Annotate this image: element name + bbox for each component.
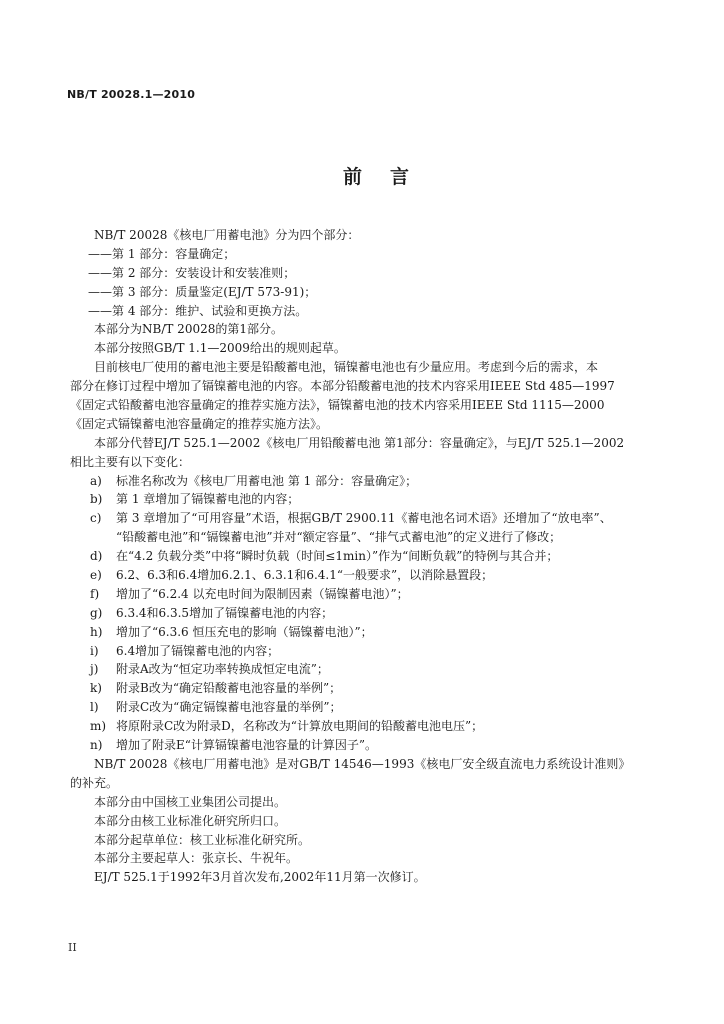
change-text: 附录A改为“恒定功率转换成恒定电流”； xyxy=(116,662,329,677)
change-item xyxy=(70,472,660,491)
standard-code: NB/T 20028.1—2010 xyxy=(67,88,196,101)
change-label: b) xyxy=(90,492,103,507)
change-item xyxy=(70,585,660,604)
change-text: 附录B改为“确定铅酸蓄电池容量的举例”； xyxy=(116,681,342,696)
change-text: 增加了附录E“计算镉镍蓄电池容量的计算因子”。 xyxy=(116,738,378,753)
change-label: f) xyxy=(90,586,100,601)
change-label: g) xyxy=(90,605,103,620)
change-text: 第 1 章增加了镉镍蓄电池的内容； xyxy=(116,492,300,507)
paragraph-line: 《固定式镉镍蓄电池容量确定的推荐实施方法》。 xyxy=(70,416,329,431)
change-item xyxy=(70,679,660,698)
change-item xyxy=(70,604,660,623)
change-text: 增加了“6.2.4 以充电时间为限制因素（镉镍蓄电池）”； xyxy=(116,586,409,601)
change-item xyxy=(70,566,660,585)
intro-paragraph: NB/T 20028《核电厂用蓄电池》分为四个部分： xyxy=(94,228,360,242)
paragraph-line: 相比主要有以下变化： xyxy=(70,454,191,469)
paragraph: EJ/T 525.1于1992年3月首次发布,2002年11月第一次修订。 xyxy=(94,870,426,885)
change-label: a) xyxy=(90,473,102,488)
change-label: h) xyxy=(90,624,103,639)
change-label: e) xyxy=(90,568,102,583)
change-item xyxy=(70,547,660,566)
part-item: ——第 1 部分：容量确定； xyxy=(88,246,236,261)
change-label: c) xyxy=(90,511,102,526)
paragraph: 本部分由核工业标准化研究所归口。 xyxy=(94,813,287,828)
change-item xyxy=(70,736,660,755)
paragraph: 本部分主要起草人：张京长、牛祝年。 xyxy=(94,851,299,866)
change-text: 增加了“6.3.6 恒压充电的影响（镉镍蓄电池）”； xyxy=(116,624,373,639)
page-number: II xyxy=(68,941,77,954)
paragraph-line: 本部分代替EJ/T 525.1—2002《核电厂用铅酸蓄电池 第1部分：容量确定》，与EJ/T 525.1—2002 xyxy=(94,435,625,450)
paragraph: 本部分起草单位：核工业标准化研究所。 xyxy=(94,832,311,847)
change-label: l) xyxy=(90,700,99,715)
part-item: ——第 2 部分：安装设计和安装准则； xyxy=(88,265,296,280)
change-item xyxy=(70,509,660,528)
change-text: 6.4增加了镉镍蓄电池的内容； xyxy=(116,643,280,658)
change-label: m) xyxy=(90,719,107,734)
change-text: 在“4.2 负载分类”中将“瞬时负载（时间≤1min）”作为“间断负载”的特例与其合并； xyxy=(116,549,559,564)
paragraph-line: 目前核电厂使用的蓄电池主要是铅酸蓄电池，镉镍蓄电池也有少量应用。考虑到今后的需求，本 xyxy=(94,360,599,375)
change-label: i) xyxy=(90,643,99,658)
change-item xyxy=(70,717,660,736)
change-text: “铅酸蓄电池”和“镉镍蓄电池”并对“额定容量”、“排气式蓄电池”的定义进行了修改； xyxy=(116,530,562,545)
change-text: 6.3.4和6.3.5增加了镉镍蓄电池的内容； xyxy=(116,605,334,620)
change-text: 标准名称改为《核电厂用蓄电池 第 1 部分：容量确定》； xyxy=(116,473,418,488)
change-item xyxy=(70,642,660,661)
change-text: 第 3 章增加了“可用容量”术语，根据GB/T 2900.11《蓄电池名词术语》还增加了“放电率”、 xyxy=(116,511,612,526)
change-label: k) xyxy=(90,681,102,696)
change-label xyxy=(90,528,116,547)
change-text: 6.2、6.3和6.4增加6.2.1、6.3.1和6.4.1“一般要求”，以消除悬置段； xyxy=(116,568,494,583)
change-text: 附录C改为“确定镉镍蓄电池容量的举例”； xyxy=(116,700,342,715)
change-label: j) xyxy=(90,662,99,677)
paragraph-line: NB/T 20028《核电厂用蓄电池》是对GB/T 14546—1993《核电厂安全级直流电力系统设计准则》 xyxy=(94,756,631,771)
paragraph-line: 《固定式铅酸蓄电池容量确定的推荐实施方法》，镉镍蓄电池的技术内容采用IEEE Std 1115—2000 xyxy=(70,398,605,413)
change-item xyxy=(70,698,660,717)
part-item: ——第 4 部分：维护、试验和更换方法。 xyxy=(88,303,308,318)
change-label: d) xyxy=(90,549,103,564)
part-item: ——第 3 部分：质量鉴定(EJ/T 573-91)； xyxy=(88,284,317,299)
change-item xyxy=(70,623,660,642)
page-title: 前言 xyxy=(342,166,437,188)
change-item xyxy=(70,660,660,679)
foreword-body xyxy=(70,226,660,887)
paragraph: 本部分为NB/T 20028的第1部分。 xyxy=(94,322,283,337)
paragraph: 本部分按照GB/T 1.1—2009给出的规则起草。 xyxy=(94,341,346,356)
paragraph: 本部分由中国核工业集团公司提出。 xyxy=(94,794,287,809)
paragraph-line: 的补充。 xyxy=(70,775,119,790)
change-label: n) xyxy=(90,738,103,753)
paragraph-line: 部分在修订过程中增加了镉镍蓄电池的内容。本部分铅酸蓄电池的技术内容采用IEEE Std 485—1997 xyxy=(70,379,615,394)
change-item xyxy=(70,490,660,509)
change-text: 将原附录C改为附录D，名称改为“计算放电期间的铅酸蓄电池电压”； xyxy=(116,719,484,734)
change-item-continuation xyxy=(70,528,660,547)
